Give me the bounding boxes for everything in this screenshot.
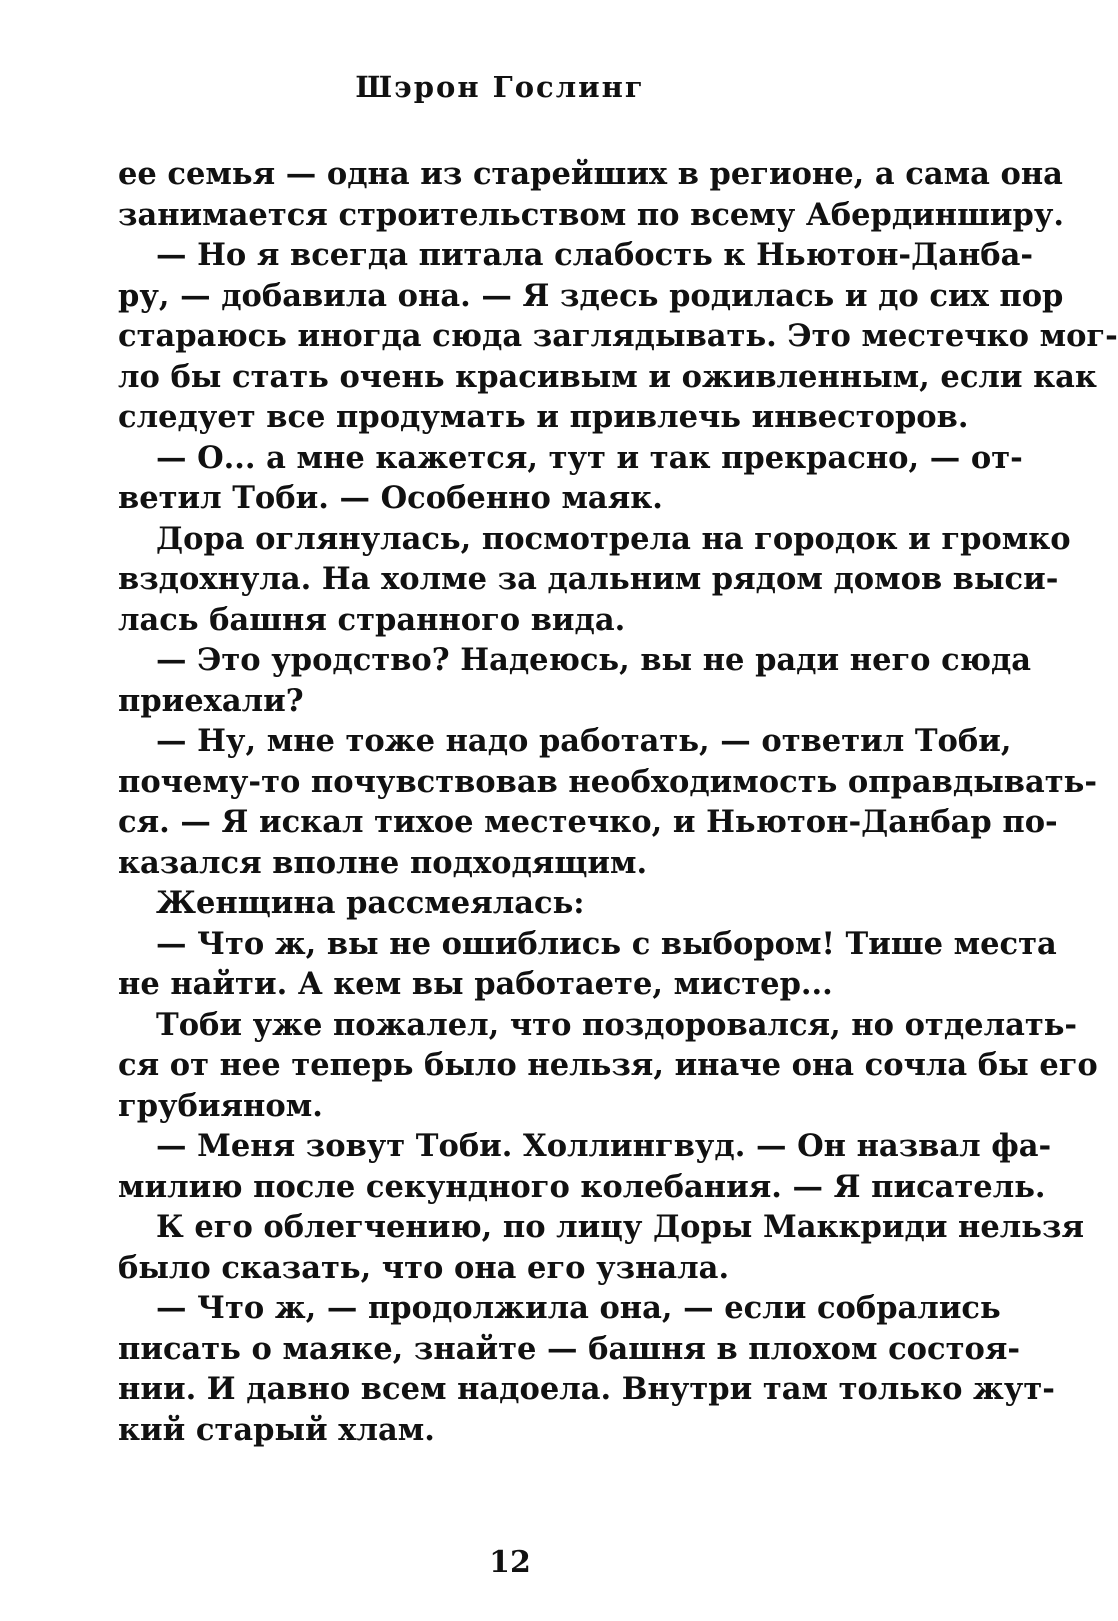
text-line: почему-то почувствовав необходимость оправдывать-	[118, 763, 1097, 800]
text-line: стараюсь иногда сюда заглядывать. Это местечко мог-	[118, 318, 1118, 354]
text-line: было сказать, что она его узнала.	[118, 1249, 730, 1286]
text-line: казался вполне подходящим.	[118, 844, 648, 881]
text-line: приехали?	[118, 682, 304, 719]
text-line: писать о маяке, знайте — башня в плохом состоя-	[118, 1330, 1021, 1367]
page-number: 12	[489, 1545, 531, 1580]
text-line: — Что ж, вы не ошиблись с выбором! Тише места	[156, 925, 1057, 962]
text-line: — Но я всегда питала слабость к Ньютон-Данба-	[156, 237, 1034, 273]
text-line: ру, — добавила она. — Я здесь родилась и до сих пор	[118, 277, 1064, 314]
text-line: вздохнула. На холме за дальним рядом домов выси-	[118, 561, 1059, 597]
text-line: Тоби уже пожалел, что поздоровался, но отделать-	[156, 1006, 1078, 1043]
text-line: — Это уродство? Надеюсь, вы не ради него сюда	[156, 642, 1032, 678]
text-line: — Ну, мне тоже надо работать, — ответил Тоби,	[156, 723, 1012, 759]
text-line: следует все продумать и привлечь инвесторов.	[118, 399, 969, 435]
text-line: ее семья — одна из старейших в регионе, а сама она	[118, 156, 1063, 192]
text-line: — Что ж, — продолжила она, — если собрались	[156, 1290, 1001, 1326]
text-line: ся от нее теперь было нельзя, иначе она сочла бы его	[118, 1047, 1098, 1083]
running-head: Шэрон Гослинг	[355, 70, 645, 104]
text-line: ся. — Я искал тихое местечко, и Ньютон-Данбар по-	[118, 804, 1058, 840]
text-line: ло бы стать очень красивым и оживленным, если как	[118, 358, 1097, 395]
body-text	[118, 154, 1118, 1450]
text-line: занимается строительством по всему Абердинширу.	[118, 196, 1064, 233]
text-line: лась башня странного вида.	[118, 601, 626, 638]
text-line: нии. И давно всем надоела. Внутри там только жут-	[118, 1371, 1055, 1407]
text-line: Женщина рассмеялась:	[156, 885, 585, 921]
text-line: — Меня зовут Тоби. Холлингвуд. — Он назвал фа-	[156, 1128, 1052, 1164]
text-line: грубияном.	[118, 1087, 323, 1124]
text-line: Дора оглянулась, посмотрела на городок и громко	[156, 520, 1071, 557]
text-line: кий старый хлам.	[118, 1411, 435, 1448]
text-line: — О... а мне кажется, тут и так прекрасно, — от-	[156, 439, 1023, 476]
text-line: не найти. А кем вы работаете, мистер...	[118, 966, 833, 1002]
text-line: милию после секундного колебания. — Я писатель.	[118, 1168, 1046, 1205]
text-line: К его облегчению, по лицу Доры Маккриди нельзя	[156, 1209, 1084, 1245]
text-line: ветил Тоби. — Особенно маяк.	[118, 480, 663, 516]
